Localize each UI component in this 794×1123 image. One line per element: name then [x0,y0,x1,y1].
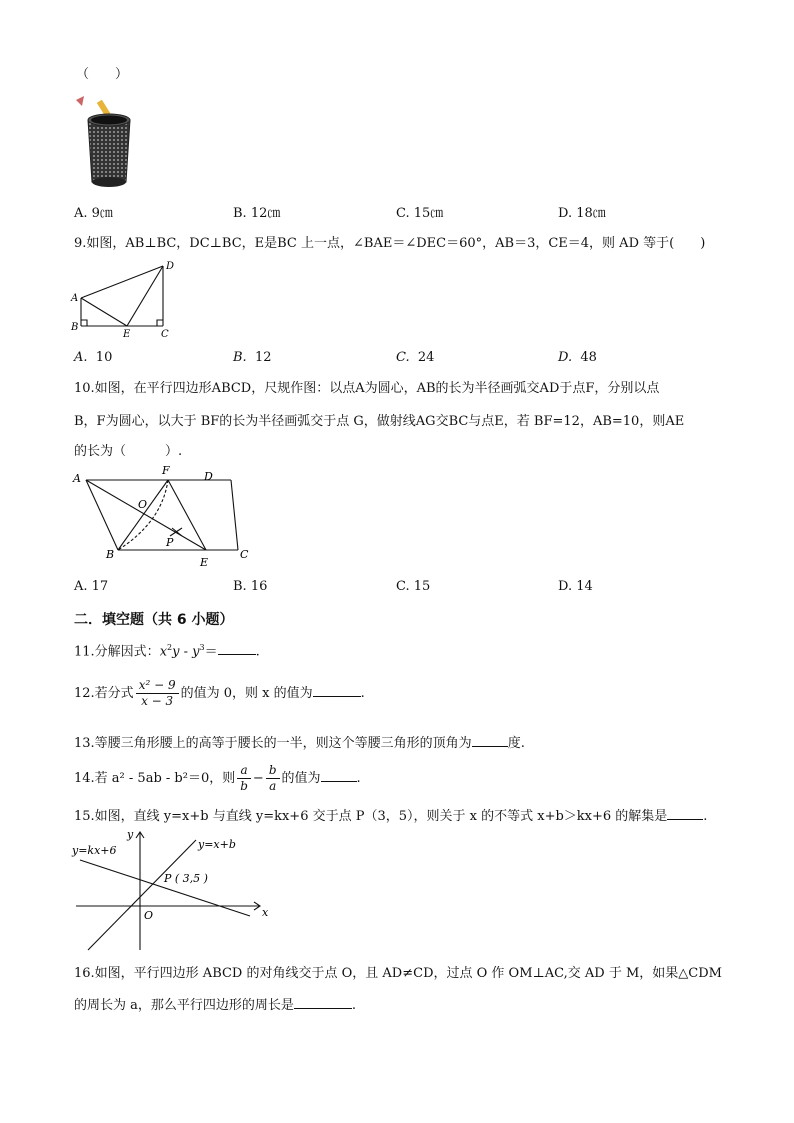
q10-label-b: B [106,548,115,561]
q15-graph [68,826,278,954]
q16-line2: 的周长为 a，那么平行四边形的周长是 . [74,998,357,1013]
q15-label-x: x [262,906,269,919]
q10-option-c: C. 15 [396,579,431,594]
q15-label-y: y [127,828,134,841]
q14-fraction-1: $\frac{a}{b}$ [237,763,251,794]
q9-label-a: A [71,293,79,304]
q9-label-d: D [166,261,175,272]
q10-label-d: D [204,470,213,483]
q9-option-b: B. 12 [233,350,272,365]
q15-answer-blank[interactable] [667,807,703,820]
q10-line3: 的长为（ ）. [74,444,183,459]
q15-label-line1: y=kx+6 [72,844,117,857]
q9-text: 9.如图，AB⊥BC，DC⊥BC，E是BC 上一点，∠BAE＝∠DEC＝60°，AB＝3，CE＝4，则 AD 等于( ) [74,236,706,251]
q10-label-a: A [73,472,81,485]
q8-option-a: A. 9㎝ [74,206,113,221]
q10-line2: B，F为圆心，以大于 BF的长为半径画弧交于点 G，做射线AG交BC与点E，若 BF=12，AB=10，则AE [74,414,685,429]
q10-label-f: F [162,464,170,477]
q14-answer-blank[interactable] [321,769,357,782]
q10-option-d: D. 14 [558,579,593,594]
q10-label-e: E [200,556,209,569]
q10-line1: 10.如图，在平行四边形ABCD，尺规作图：以点A为圆心，AB的长为半径画弧交AD于点F，分别以点 [74,381,660,396]
q14-fraction-2: $\frac{b}{a}$ [266,763,280,794]
pencil-holder-icon [72,94,136,192]
q12-text: 12.若分式 $\frac{\text{x² − 9}}{x - 3}$ 的值为 0，则 x 的值为 . [74,678,365,708]
q10-option-a: A. 17 [74,579,109,594]
q12-fraction: $\frac{\text{x² − 9}}{x - 3}$ [136,678,179,709]
q16-answer-blank[interactable] [294,996,352,1009]
q11-text: 11.分解因式：$x^2y - y^3=$ . [74,643,260,660]
q10-label-c: C [240,548,249,561]
q10-figure [66,462,258,572]
q14-text: 14.若 a² - 5ab - b²＝0，则 $\frac{a}{b}$ − $\frac{b}{a}$ 的值为 . [74,763,361,793]
q8-option-b: B. 12㎝ [233,206,281,221]
q13-answer-blank[interactable] [472,734,508,747]
q15-label-line2: y=x+b [198,838,236,851]
q9-option-a: A. 10 [74,350,113,365]
q8-option-d: D. 18㎝ [558,206,606,221]
q9-figure [66,258,186,340]
q15-label-point: P ( 3,5 ) [164,872,208,885]
q10-option-b: B. 16 [233,579,268,594]
q9-label-c: C [161,329,169,340]
q8-option-c: C. 15㎝ [396,206,444,221]
q15-text: 15.如图，直线 y=x+b 与直线 y=kx+6 交于点 P（3，5），则关于 x 的不等式 x+b＞kx+6 的解集是 . [74,809,708,824]
q13-text: 13.等腰三角形腰上的高等于腰长的一半，则这个等腰三角形的顶角为 度. [74,736,525,751]
q8-bracket: （ ） [76,67,129,82]
q16-line1: 16.如图，平行四边形 ABCD 的对角线交于点 O，且 AD≠CD，过点 O 作 OM⊥AC,交 AD 于 M，如果△CDM [74,966,722,981]
q9-option-d: D. 48 [558,350,597,365]
q9-label-b: B [71,322,79,333]
q15-label-origin: O [144,909,154,922]
q12-answer-blank[interactable] [313,684,361,697]
q10-label-o: O [138,498,148,511]
q9-option-c: C. 24 [396,350,435,365]
pencil-holder-image [72,94,136,192]
q9-label-e: E [123,329,131,340]
q10-label-p: P [166,536,174,549]
section2-title: 二．填空题（共 6 小题） [74,612,234,628]
q11-answer-blank[interactable] [218,642,256,655]
